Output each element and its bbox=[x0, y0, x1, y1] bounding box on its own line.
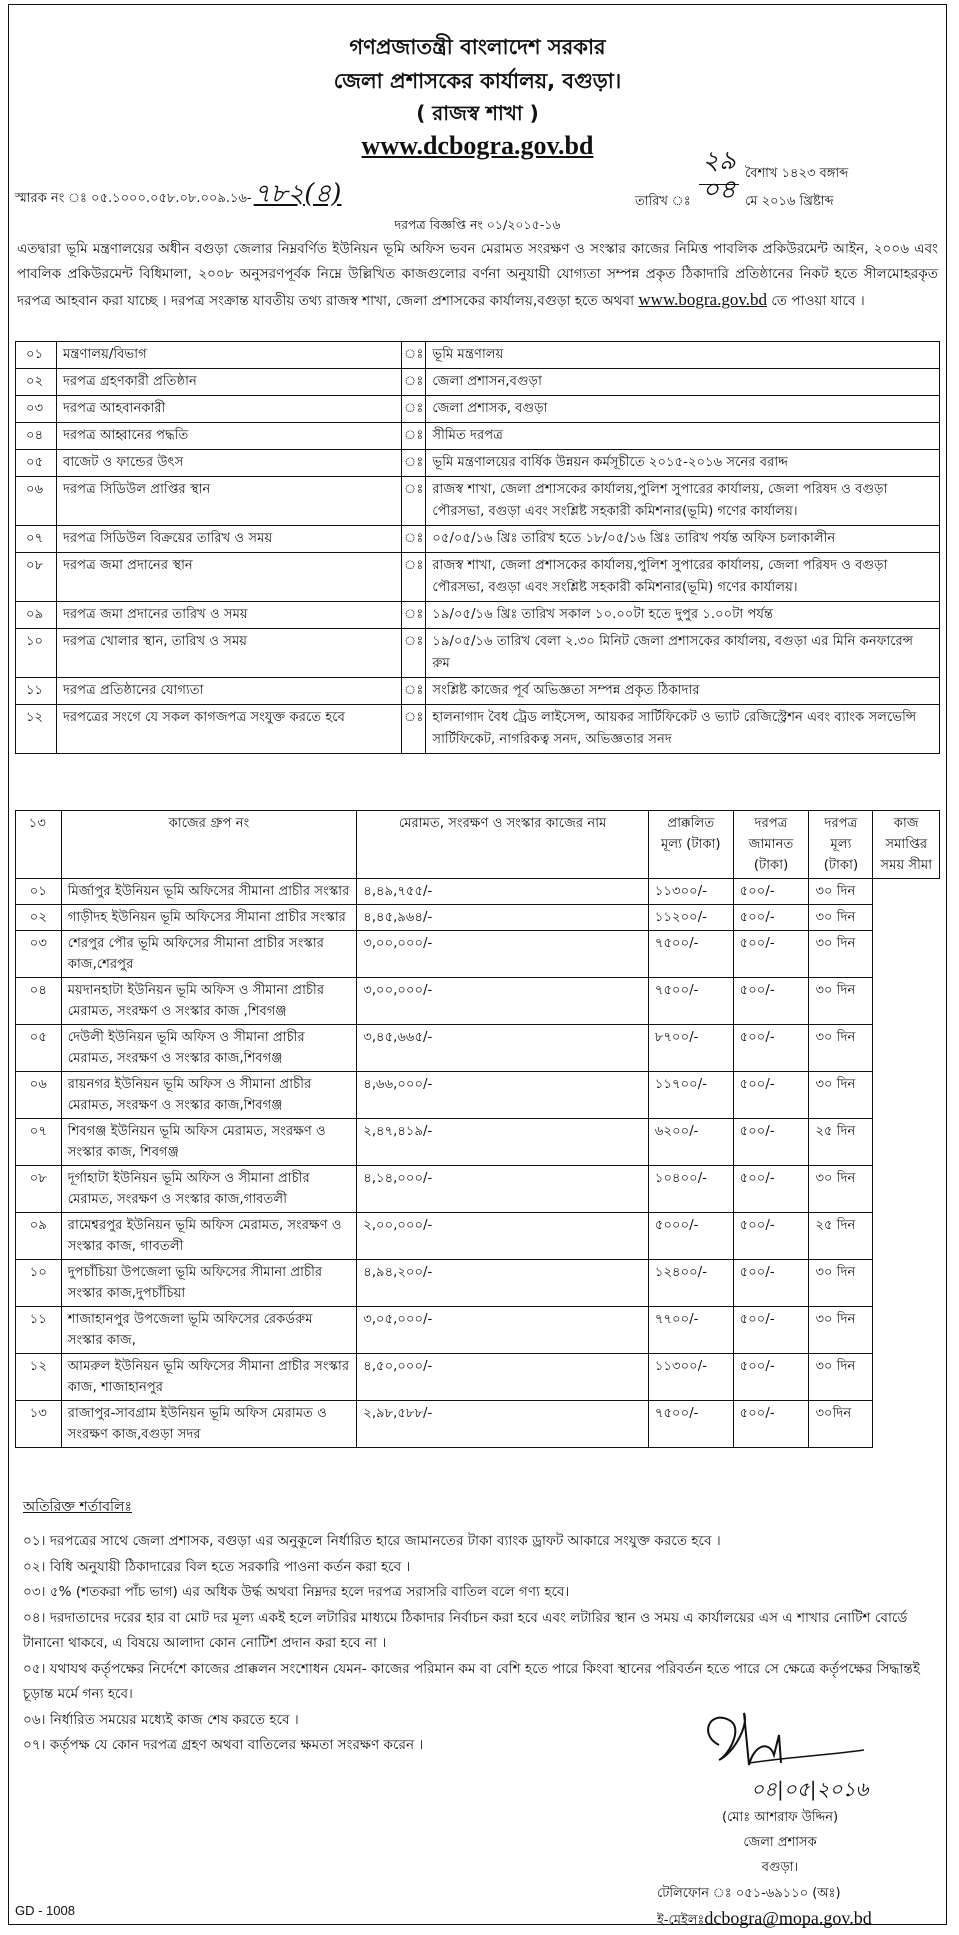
branch-title: ( রাজস্ব শাখা ) bbox=[416, 101, 539, 125]
works-name: শিবগঞ্জ ইউনিয়ন ভূমি অফিস মেরামত, সংরক্ষণ ও সংস্কার কাজ, শিবগঞ্জ bbox=[61, 1119, 357, 1166]
works-name: রায়নগর ইউনিয়ন ভূমি অফিস ও সীমানা প্রাচীর মেরামত, সংরক্ষণ ও সংস্কার কাজ,শিবগঞ্জ bbox=[61, 1072, 357, 1119]
info-value: রাজস্ব শাখা, জেলা প্রশাসকের কার্যালয়,পুলিশ সুপারের কার্যালয়, জেলা পরিষদ ও বগুড়া পৌরসভা, বগুড়া এবং সংশ্লিষ্ট সহকারী কমিশনার(ভূমি) গণের কার্যালয়। bbox=[426, 477, 940, 526]
works-price: ৫০০/- bbox=[733, 1401, 809, 1448]
info-value: জেলা প্রশাসন,বগুড়া bbox=[426, 369, 940, 396]
works-group: ০৬ bbox=[16, 1072, 62, 1119]
info-no: ১১ bbox=[16, 678, 57, 705]
works-time: ৩০ দিন bbox=[809, 1166, 873, 1213]
works-estimate: ৩,০০,০০০/- bbox=[357, 931, 649, 978]
works-estimate: ৩,০০,০০০/- bbox=[357, 978, 649, 1025]
header-time: কাজ সমাপ্তির সময় সীমা bbox=[873, 811, 940, 879]
info-row bbox=[16, 553, 940, 602]
info-value: ভূমি মন্ত্রণালয়ের বার্ষিক উন্নয়ন কর্মসূচীতে ২০১৫-২০১৬ সনের বরাদ্দ bbox=[426, 450, 940, 477]
works-time: ৩০দিন bbox=[809, 1401, 873, 1448]
info-no: ০৭ bbox=[16, 526, 57, 553]
terms-title: অতিরিক্ত শর্তাবলিঃ bbox=[23, 1499, 132, 1515]
info-colon: ঃ bbox=[402, 629, 426, 678]
info-row bbox=[16, 369, 940, 396]
works-row bbox=[16, 879, 940, 905]
footer-code: GD - 1008 bbox=[15, 1903, 75, 1918]
info-label: বাজেট ও ফান্ডের উৎস bbox=[57, 450, 402, 477]
info-value: হালনাগাদ বৈধ ট্রেড লাইসেন্স, আয়কর সার্টিফিকেট ও ভ্যাট রেজিস্ট্রেশন এবং ব্যাংক সলভেন্সি সার্টিফিকেট, নাগরিকত্ব সনদ, অভিজ্ঞতার সনদ bbox=[426, 705, 940, 754]
works-time: ৩০ দিন bbox=[809, 905, 873, 931]
info-label: দরপত্রের সংগে যে সকল কাগজপত্র সংযুক্ত করতে হবে bbox=[57, 705, 402, 754]
info-row bbox=[16, 678, 940, 705]
memo-number bbox=[15, 173, 341, 217]
info-no: ০৪ bbox=[16, 423, 57, 450]
tender-info-table bbox=[15, 341, 940, 754]
info-row bbox=[16, 423, 940, 450]
works-name: দুপচাঁচিয়া উপজেলা ভূমি অফিসের সীমানা প্রাচীর সংস্কার কাজ,দুপচাঁচিয়া bbox=[61, 1260, 357, 1307]
works-group: ০৩ bbox=[16, 931, 62, 978]
info-value: ভূমি মন্ত্রণালয় bbox=[426, 342, 940, 369]
works-time: ৩০ দিন bbox=[809, 1072, 873, 1119]
date-block bbox=[635, 146, 849, 213]
works-deposit: ১২৪০০/- bbox=[648, 1260, 733, 1307]
info-colon: ঃ bbox=[402, 705, 426, 754]
works-price: ৫০০/- bbox=[733, 1213, 809, 1260]
term-item: ০৪। দরদাতাদের দরের হার বা মোট দর মূল্য একই হলে লটারির মাধ্যমে ঠিকাদার নির্বাচন করা হবে এবং লটারির স্থান ও সময় এ কার্যালয়ের এস এ শাখার নোটিশ বোর্ডে টানানো থাকবে, এ বিষয়ে আলাদা কোন নোটিশ প্রদান করা হবে না । bbox=[23, 1609, 908, 1651]
works-group: ০২ bbox=[16, 905, 62, 931]
info-colon: ঃ bbox=[402, 553, 426, 602]
info-value: রাজস্ব শাখা, জেলা প্রশাসকের কার্যালয়,পুলিশ সুপারের কার্যালয়, জেলা পরিষদ ও বগুড়া পৌরসভা, বগুড়া এবং সংশ্লিষ্ট সহকারী কমিশনার(ভূমি) গণের কার্যালয়। bbox=[426, 553, 940, 602]
works-row bbox=[16, 1213, 940, 1260]
works-group: ০৯ bbox=[16, 1213, 62, 1260]
works-row bbox=[16, 1072, 940, 1119]
works-deposit: ৭৭০০/- bbox=[648, 1307, 733, 1354]
memo-handwritten-number: ৭৮২(৪) bbox=[253, 179, 342, 209]
info-row bbox=[16, 396, 940, 423]
info-no: ০৮ bbox=[16, 553, 57, 602]
works-deposit: ১১৩০০/- bbox=[648, 879, 733, 905]
info-colon: ঃ bbox=[402, 369, 426, 396]
info-label: দরপত্র জমা প্রদানের তারিখ ও সময় bbox=[57, 602, 402, 629]
works-name: শেরপুর পৌর ভূমি অফিসের সীমানা প্রাচীর সংস্কার কাজ,শেরপুর bbox=[61, 931, 357, 978]
info-row bbox=[16, 342, 940, 369]
works-time: ৩০ দিন bbox=[809, 1354, 873, 1401]
works-row bbox=[16, 1354, 940, 1401]
works-group: ০৫ bbox=[16, 1025, 62, 1072]
works-name: গাড়ীদহ ইউনিয়ন ভূমি অফিসের সীমানা প্রাচীর সংস্কার bbox=[61, 905, 357, 931]
info-no: ১২ bbox=[16, 705, 57, 754]
date-day-bangla: ২৯ bbox=[699, 140, 739, 185]
term-item: ০৬। নির্ধারিত সময়ের মধ্যেই কাজ শেষ করতে হবে । bbox=[23, 1711, 299, 1728]
tender-notice-page bbox=[8, 4, 947, 1928]
term-item: ০৫। যথাযথ কর্তৃপক্ষের নির্দেশে কাজের প্রাক্কলন সংশোধন যেমন- কাজের পরিমান কম বা বেশি হতে পারে কিংবা স্থানের পরিবর্তন হতে পারে সে ক্ষেত্রে কর্তৃপক্ষের সিদ্ধান্তই চূড়ান্ত মর্মে গন্য হবে। bbox=[23, 1660, 920, 1702]
works-name: শাজাহানপুর উপজেলা ভূমি অফিসের রেকর্ডরুম সংস্কার কাজ, bbox=[61, 1307, 357, 1354]
works-name: রাজাপুর-সাবগ্রাম ইউনিয়ন ভূমি অফিস মেরামত ও সংরক্ষণ কাজ,বগুড়া সদর bbox=[61, 1401, 357, 1448]
works-estimate: ৪,১৪,০০০/- bbox=[357, 1166, 649, 1213]
info-no: ০৫ bbox=[16, 450, 57, 477]
info-row bbox=[16, 602, 940, 629]
works-time: ৩০ দিন bbox=[809, 978, 873, 1025]
works-price: ৫০০/- bbox=[733, 1260, 809, 1307]
info-colon: ঃ bbox=[402, 396, 426, 423]
works-time: ২৫ দিন bbox=[809, 1119, 873, 1166]
intro-url[interactable]: www.bogra.gov.bd bbox=[638, 290, 767, 309]
works-price: ৫০০/- bbox=[733, 931, 809, 978]
term-item: ০২। বিধি অনুযায়ী ঠিকাদারের বিল হতে সরকারি পাওনা কর্তন করা হবে । bbox=[23, 1558, 411, 1575]
date-english-text: মে ২০১৬ খ্রিষ্টাব্দ bbox=[745, 194, 834, 209]
info-label: দরপত্র আহ্বানের পদ্ধতি bbox=[57, 423, 402, 450]
date-english bbox=[635, 175, 848, 213]
website-link[interactable]: www.dcbogra.gov.bd bbox=[361, 131, 594, 160]
works-group: ১৩ bbox=[16, 1401, 62, 1448]
info-colon: ঃ bbox=[402, 342, 426, 369]
works-name: মির্জাপুর ইউনিয়ন ভূমি অফিসের সীমানা প্রাচীর সংস্কার bbox=[61, 879, 357, 905]
works-group: ০৮ bbox=[16, 1166, 62, 1213]
works-price: ৫০০/- bbox=[733, 1354, 809, 1401]
info-row bbox=[16, 450, 940, 477]
header-deposit: দরপত্র জামানত (টাকা) bbox=[733, 811, 809, 879]
works-price: ৫০০/- bbox=[733, 1119, 809, 1166]
info-colon: ঃ bbox=[402, 602, 426, 629]
works-estimate: ২,৪৭,৪১৯/- bbox=[357, 1119, 649, 1166]
signature-date: ০৪|০৫|২০১৬ bbox=[751, 1777, 869, 1801]
date-label: তারিখ ঃ bbox=[635, 194, 691, 209]
works-deposit: ৭৫০০/- bbox=[648, 931, 733, 978]
signatory-block bbox=[685, 1805, 875, 1880]
works-estimate: ৪,৪৫,৯৬৪/- bbox=[357, 905, 649, 931]
works-deposit: ১১৩০০/- bbox=[648, 1354, 733, 1401]
works-estimate: ৪,৫০,০০০/- bbox=[357, 1354, 649, 1401]
info-no: ০৯ bbox=[16, 602, 57, 629]
works-price: ৫০০/- bbox=[733, 1072, 809, 1119]
works-name: আমরুল ইউনিয়ন ভূমি অফিসের সীমানা প্রাচীর সংস্কার কাজ, শাজাহানপুর bbox=[61, 1354, 357, 1401]
info-no: ০৩ bbox=[16, 396, 57, 423]
intro-tail: তে পাওয়া যাবে । bbox=[771, 293, 865, 309]
works-row bbox=[16, 1260, 940, 1307]
works-time: ৩০ দিন bbox=[809, 931, 873, 978]
works-row bbox=[16, 1166, 940, 1213]
works-group: ১২ bbox=[16, 1354, 62, 1401]
date-day-english: ০৪ bbox=[702, 175, 736, 205]
contact-email[interactable]: dcbogra@mopa.gov.bd bbox=[704, 1908, 872, 1928]
signatory-name: (মোঃ আশরাফ উদ্দিন) bbox=[721, 1810, 839, 1825]
works-deposit: ৭৫০০/- bbox=[648, 1401, 733, 1448]
info-row bbox=[16, 705, 940, 754]
header-estimate: প্রাক্কলিত মূল্য (টাকা) bbox=[648, 811, 733, 879]
contact-block bbox=[657, 1881, 872, 1933]
office-title: জেলা প্রশাসকের কার্যালয়, বগুড়া। bbox=[333, 69, 622, 93]
works-name: দেউলী ইউনিয়ন ভূমি অফিস ও সীমানা প্রাচীর মেরামত, সংরক্ষণ ও সংস্কার কাজ,শিবগঞ্জ bbox=[61, 1025, 357, 1072]
info-value: ১৯/০৫/১৬ খ্রিঃ তারিখ সকাল ১০.০০টা হতে দুপুর ১.০০টা পর্যন্ত bbox=[426, 602, 940, 629]
term-item: ০১। দরপত্রের সাথে জেলা প্রশাসক, বগুড়া এর অনুকূলে নির্ধারিত হারে জামানতের টাকা ব্যাংক ড্রাফট আকারে সংযুক্ত করতে হবে । bbox=[23, 1533, 721, 1549]
works-price: ৫০০/- bbox=[733, 1025, 809, 1072]
info-row bbox=[16, 526, 940, 553]
works-row bbox=[16, 931, 940, 978]
works-estimate: ৩,৪৫,৬৬৫/- bbox=[357, 1025, 649, 1072]
header-name: মেরামত, সংরক্ষণ ও সংস্কার কাজের নাম bbox=[357, 811, 649, 879]
works-estimate: ২,০০,০০০/- bbox=[357, 1213, 649, 1260]
works-estimate: ৩,০৫,০০০/- bbox=[357, 1307, 649, 1354]
signatory-place: বগুড়া। bbox=[761, 1860, 799, 1875]
date-bangla-text: বৈশাখ ১৪২৩ বঙ্গাব্দ bbox=[745, 166, 849, 181]
works-group: ১১ bbox=[16, 1307, 62, 1354]
works-time: ৩০ দিন bbox=[809, 1307, 873, 1354]
info-colon: ঃ bbox=[402, 678, 426, 705]
info-row bbox=[16, 477, 940, 526]
works-name: দূর্গাহাটা ইউনিয়ন ভূমি অফিস ও সীমানা প্রাচীর মেরামত, সংরক্ষণ ও সংস্কার কাজ,গাবতলী bbox=[61, 1166, 357, 1213]
info-colon: ঃ bbox=[402, 423, 426, 450]
works-row bbox=[16, 905, 940, 931]
works-estimate: ৪,৬৬,০০০/- bbox=[357, 1072, 649, 1119]
works-name: ময়দানহাটা ইউনিয়ন ভূমি অফিস ও সীমানা প্রাচীর মেরামত, সংরক্ষণ ও সংস্কার কাজ ,শিবগঞ্জ bbox=[61, 978, 357, 1025]
works-group: ০৭ bbox=[16, 1119, 62, 1166]
works-time: ২৫ দিন bbox=[809, 1213, 873, 1260]
works-price: ৫০০/- bbox=[733, 905, 809, 931]
header-group: কাজের গ্রুপ নং bbox=[61, 811, 357, 879]
works-row bbox=[16, 1025, 940, 1072]
works-price: ৫০০/- bbox=[733, 978, 809, 1025]
works-time: ৩০ দিন bbox=[809, 1025, 873, 1072]
works-group: ০৪ bbox=[16, 978, 62, 1025]
works-deposit: ১১৭০০/- bbox=[648, 1072, 733, 1119]
works-group: ১০ bbox=[16, 1260, 62, 1307]
works-deposit: ১১২০০/- bbox=[648, 905, 733, 931]
info-colon: ঃ bbox=[402, 450, 426, 477]
works-deposit: ৮৭০০/- bbox=[648, 1025, 733, 1072]
info-row bbox=[16, 629, 940, 678]
info-no: ০২ bbox=[16, 369, 57, 396]
works-estimate: ৪,৪৯,৭৫৫/- bbox=[357, 879, 649, 905]
intro-text: এতদ্বারা ভূমি মন্ত্রণালয়ের অধীন বগুড়া জেলার নিম্নবর্ণিত ইউনিয়ন ভূমি অফিস ভবন মেরামত সংরক্ষণ ও সংস্কার কাজের নিমিত্ত পাবলিক প্রকিউরমেন্ট আইন, ২০০৬ এবং পাবলিক প্রকিউরমেন্ট বিধিমালা, ২০০৮ অনুসরণপূর্বক নিম্নে উল্লিখিত কাজগুলোর বর্ণনা অনুযায়ী যোগ্যতা সম্পন্ন প্রকৃত ঠিকাদারি প্রতিষ্ঠানের নিকট হতে সীলমোহরকৃত দরপত্র আহবান করা যাচ্ছে । দরপত্র সংক্রান্ত যাবতীয় তথ্য রাজস্ব শাখা, জেলা প্রশাসকের কার্যালয়,বগুড়া হতে অথবা bbox=[17, 241, 938, 309]
info-no: ১০ bbox=[16, 629, 57, 678]
memo-label: স্মারক নং ঃ ০৫.১০০০.০৫৮.০৮.০০৯.১৬- bbox=[15, 191, 252, 206]
works-time: ৩০ দিন bbox=[809, 1260, 873, 1307]
info-label: মন্ত্রণালয়/বিভাগ bbox=[57, 342, 402, 369]
works-price: ৫০০/- bbox=[733, 879, 809, 905]
works-row bbox=[16, 978, 940, 1025]
info-value: জেলা প্রশাসক, বগুড়া bbox=[426, 396, 940, 423]
header-price: দরপত্র মূল্য (টাকা) bbox=[809, 811, 873, 879]
works-row bbox=[16, 1119, 940, 1166]
info-value: সংশ্লিষ্ট কাজের পূর্ব অভিজ্ঞতা সম্পন্ন প্রকৃত ঠিকাদার bbox=[426, 678, 940, 705]
works-row bbox=[16, 1307, 940, 1354]
govt-title: গণপ্রজাতন্ত্রী বাংলাদেশ সরকার bbox=[349, 35, 606, 59]
info-value: সীমিত দরপত্র bbox=[426, 423, 940, 450]
date-bangla bbox=[635, 146, 849, 185]
works-deposit: ৭৫০০/- bbox=[648, 978, 733, 1025]
info-label: দরপত্র সিডিউল বিক্রয়ের তারিখ ও সময় bbox=[57, 526, 402, 553]
info-value: ০৫/০৫/১৬ খ্রিঃ তারিখ হতে ১৮/০৫/১৬ খ্রিঃ তারিখ পর্যন্ত অফিস চলাকালীন bbox=[426, 526, 940, 553]
contact-email-label: ই-মেইলঃ bbox=[657, 1913, 705, 1928]
info-label: দরপত্র সিডিউল প্রাপ্তির স্থান bbox=[57, 477, 402, 526]
info-colon: ঃ bbox=[402, 477, 426, 526]
works-deposit: ৫০০০/- bbox=[648, 1213, 733, 1260]
intro-paragraph bbox=[17, 237, 938, 314]
info-value: ১৯/০৫/১৬ তারিখ বেলা ২.৩০ মিনিট জেলা প্রশাসকের কার্যালয়, বগুড়া এর মিনি কনফারেন্স রুম bbox=[426, 629, 940, 678]
info-label: দরপত্র প্রতিষ্ঠানের যোগ্যতা bbox=[57, 678, 402, 705]
works-time: ৩০ দিন bbox=[809, 879, 873, 905]
notice-number: দরপত্র বিজ্ঞপ্তি নং ০১/২০১৫-১৬ bbox=[394, 217, 561, 232]
works-row-number: ১৩ bbox=[16, 811, 62, 879]
info-label: দরপত্র গ্রহণকারী প্রতিষ্ঠান bbox=[57, 369, 402, 396]
term-item: ০৭। কর্তৃপক্ষ যে কোন দরপত্র গ্রহণ অথবা বাতিলের ক্ষমতা সংরক্ষণ করেন । bbox=[23, 1737, 424, 1753]
info-colon: ঃ bbox=[402, 526, 426, 553]
works-price: ৫০০/- bbox=[733, 1166, 809, 1213]
term-item: ০৩। ৫% (শতকরা পাঁচ ভাগ) এর অধিক উর্দ্ধ অথবা নিম্নদর হলে দরপত্র সরাসরি বাতিল বলে গণ্য হবে। bbox=[23, 1584, 570, 1600]
works-deposit: ১০৪০০/- bbox=[648, 1166, 733, 1213]
info-label: দরপত্র খোলার স্থান, তারিখ ও সময় bbox=[57, 629, 402, 678]
works-price: ৫০০/- bbox=[733, 1307, 809, 1354]
works-row bbox=[16, 1401, 940, 1448]
info-label: দরপত্র জমা প্রদানের স্থান bbox=[57, 553, 402, 602]
works-group: ০১ bbox=[16, 879, 62, 905]
info-no: ০৬ bbox=[16, 477, 57, 526]
works-name: রামেশ্বরপুর ইউনিয়ন ভূমি অফিস মেরামত, সংরক্ষণ ও সংস্কার কাজ, গাবতলী bbox=[61, 1213, 357, 1260]
info-label: দরপত্র আহবানকারী bbox=[57, 396, 402, 423]
works-table bbox=[15, 810, 940, 1448]
contact-phone: টেলিফোন ঃ ০৫১-৬৯১১০ (অঃ) bbox=[657, 1886, 841, 1901]
info-no: ০১ bbox=[16, 342, 57, 369]
signatory-designation: জেলা প্রশাসক bbox=[743, 1835, 817, 1850]
works-deposit: ৬২০০/- bbox=[648, 1119, 733, 1166]
works-estimate: ৪,৯৪,২০০/- bbox=[357, 1260, 649, 1307]
works-estimate: ২,৯৮,৫৮৮/- bbox=[357, 1401, 649, 1448]
